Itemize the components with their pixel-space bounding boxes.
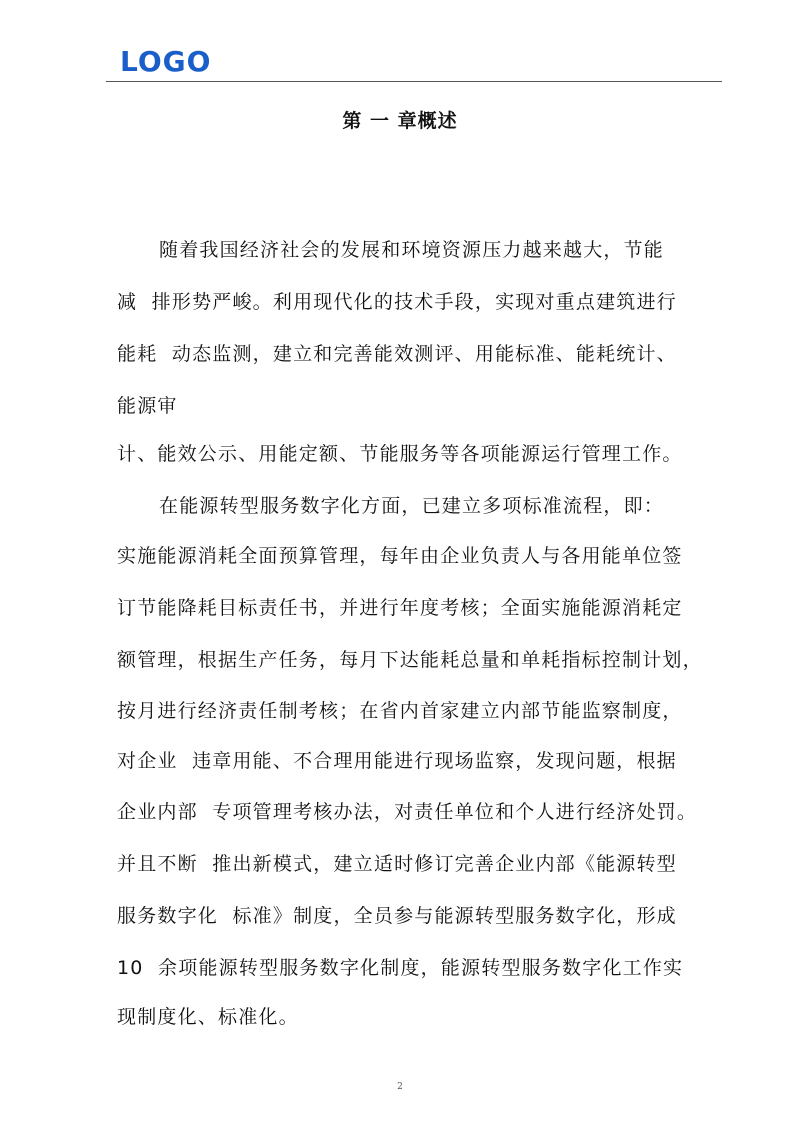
body-line: 企业内部 专项管理考核办法，对责任单位和个人进行经济处罚。	[117, 801, 698, 823]
body-line: 订节能降耗目标责任书，并进行年度考核；全面实施能源消耗定	[117, 597, 683, 619]
body-line: 随着我国经济社会的发展和环境资源压力越来越大，节能	[159, 239, 665, 261]
body-line: 计、能效公示、用能定额、节能服务等各项能源运行管理工作。	[117, 443, 683, 465]
body-line: 现制度化、标准化。	[117, 1006, 299, 1028]
chapter-title: 第 一 章概述	[342, 110, 458, 132]
body-line: 实施能源消耗全面预算管理，每年由企业负责人与各用能单位签	[117, 545, 683, 567]
body-line: 能源审	[117, 395, 178, 417]
logo: LOGO	[120, 45, 212, 78]
body-line: 按月进行经济责任制考核；在省内首家建立内部节能监察制度，	[117, 700, 683, 722]
body-line: 在能源转型服务数字化方面，已建立多项标准流程，即：	[159, 495, 665, 517]
body-line: 对企业 违章用能、不合理用能进行现场监察，发现问题，根据	[117, 750, 677, 772]
header-divider	[106, 81, 722, 82]
page-number: 2	[397, 1082, 403, 1092]
body-line: 10 余项能源转型服务数字化制度，能源转型服务数字化工作实	[117, 957, 684, 979]
body-line: 服务数字化 标准》制度，全员参与能源转型服务数字化，形成	[117, 905, 677, 927]
body-line: 额管理，根据生产任务，每月下达能耗总量和单耗指标控制计划，	[117, 649, 703, 671]
body-line: 减 排形势严峻。利用现代化的技术手段，实现对重点建筑进行	[117, 291, 677, 313]
body-line: 能耗 动态监测，建立和完善能效测评、用能标准、能耗统计、	[117, 343, 677, 365]
body-line: 并且不断 推出新模式，建立适时修订完善企业内部《能源转型	[117, 853, 677, 875]
